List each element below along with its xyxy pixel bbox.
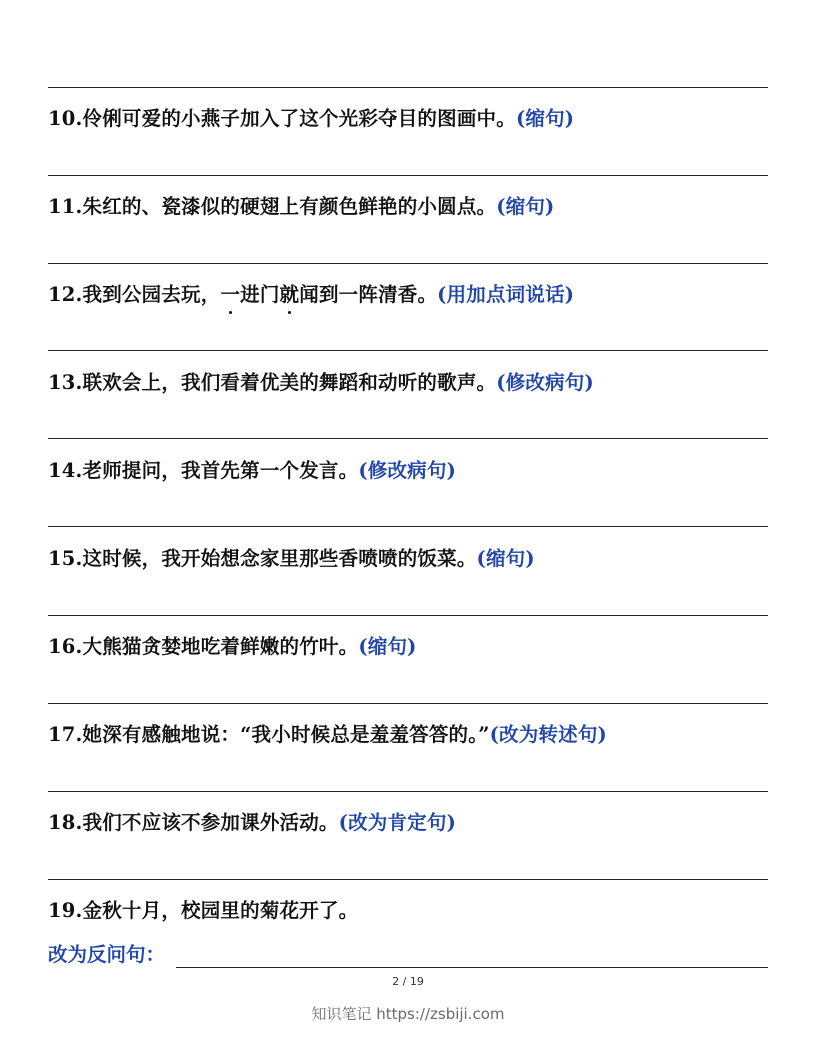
question-task: (修改病句)	[358, 459, 456, 482]
answer-line-10	[48, 175, 768, 176]
question-text: 大熊猫贪婪地吃着鲜嫩的竹叶。	[82, 635, 359, 658]
question-text: 朱红的、瓷漆似的硬翅上有颜色鲜艳的小圆点。	[82, 195, 497, 218]
question-17	[48, 722, 778, 748]
question-18	[48, 810, 778, 836]
question-number: 19.	[48, 899, 83, 922]
question-text: 伶俐可爱的小燕子加入了这个光彩夺目的图画中。	[82, 107, 516, 130]
question-14	[48, 458, 778, 484]
question-number: 18.	[48, 811, 83, 834]
answer-line-11	[48, 263, 768, 264]
question-13	[48, 370, 778, 396]
question-15	[48, 546, 778, 572]
question-12	[48, 282, 778, 308]
question-text-before: 我到公园去玩，	[82, 283, 221, 306]
question-number: 15.	[48, 547, 83, 570]
question-number: 16.	[48, 635, 83, 658]
question-task: (缩句)	[496, 195, 555, 218]
dotted-word-1: 一	[220, 283, 241, 306]
question-11	[48, 194, 778, 220]
question-number: 12.	[48, 283, 83, 306]
question-16	[48, 634, 778, 660]
question-task: (改为肯定句)	[338, 811, 456, 834]
question-task: (缩句)	[476, 547, 535, 570]
answer-line-18	[48, 879, 768, 880]
question-text: 她深有感触地说：“我小时候总是羞羞答答的。”	[82, 723, 490, 746]
question-task: (改为转述句)	[489, 723, 607, 746]
question-number: 10.	[48, 107, 83, 130]
page-number: 2 / 19	[392, 975, 424, 988]
answer-line-9	[48, 87, 768, 88]
question-19	[48, 898, 778, 924]
question-text: 这时候，我开始想念家里那些香喷喷的饭菜。	[82, 547, 477, 570]
watermark: 知识笔记 https://zsbiji.com	[311, 1005, 505, 1023]
answer-line-14	[48, 526, 768, 527]
answer-line-13	[48, 438, 768, 439]
dotted-word-2: 就	[279, 283, 300, 306]
question-number: 17.	[48, 723, 83, 746]
question-number: 11.	[48, 195, 83, 218]
question-text: 我们不应该不参加课外活动。	[82, 811, 339, 834]
answer-line-16	[48, 703, 768, 704]
question-task: (缩句)	[515, 107, 575, 130]
question-number: 13.	[48, 371, 83, 394]
answer-line-17	[48, 791, 768, 792]
answer-line-15	[48, 615, 768, 616]
question-text-after: 闻到一阵清香。	[299, 283, 438, 306]
question-task: (用加点词说话)	[437, 283, 575, 306]
question-task: (修改病句)	[496, 371, 594, 394]
answer-prompt-label: 改为反问句：	[48, 943, 166, 966]
answer-line-12	[48, 350, 768, 351]
question-10	[48, 106, 778, 132]
question-task: (缩句)	[358, 635, 417, 658]
question-text: 联欢会上，我们看着优美的舞蹈和动听的歌声。	[82, 371, 497, 394]
question-number: 14.	[48, 459, 83, 482]
answer-line-19	[176, 967, 768, 968]
question-text: 金秋十月，校园里的菊花开了。	[82, 899, 359, 922]
question-text: 老师提问，我首先第一个发言。	[82, 459, 359, 482]
question-text-mid: 进门	[240, 283, 280, 306]
